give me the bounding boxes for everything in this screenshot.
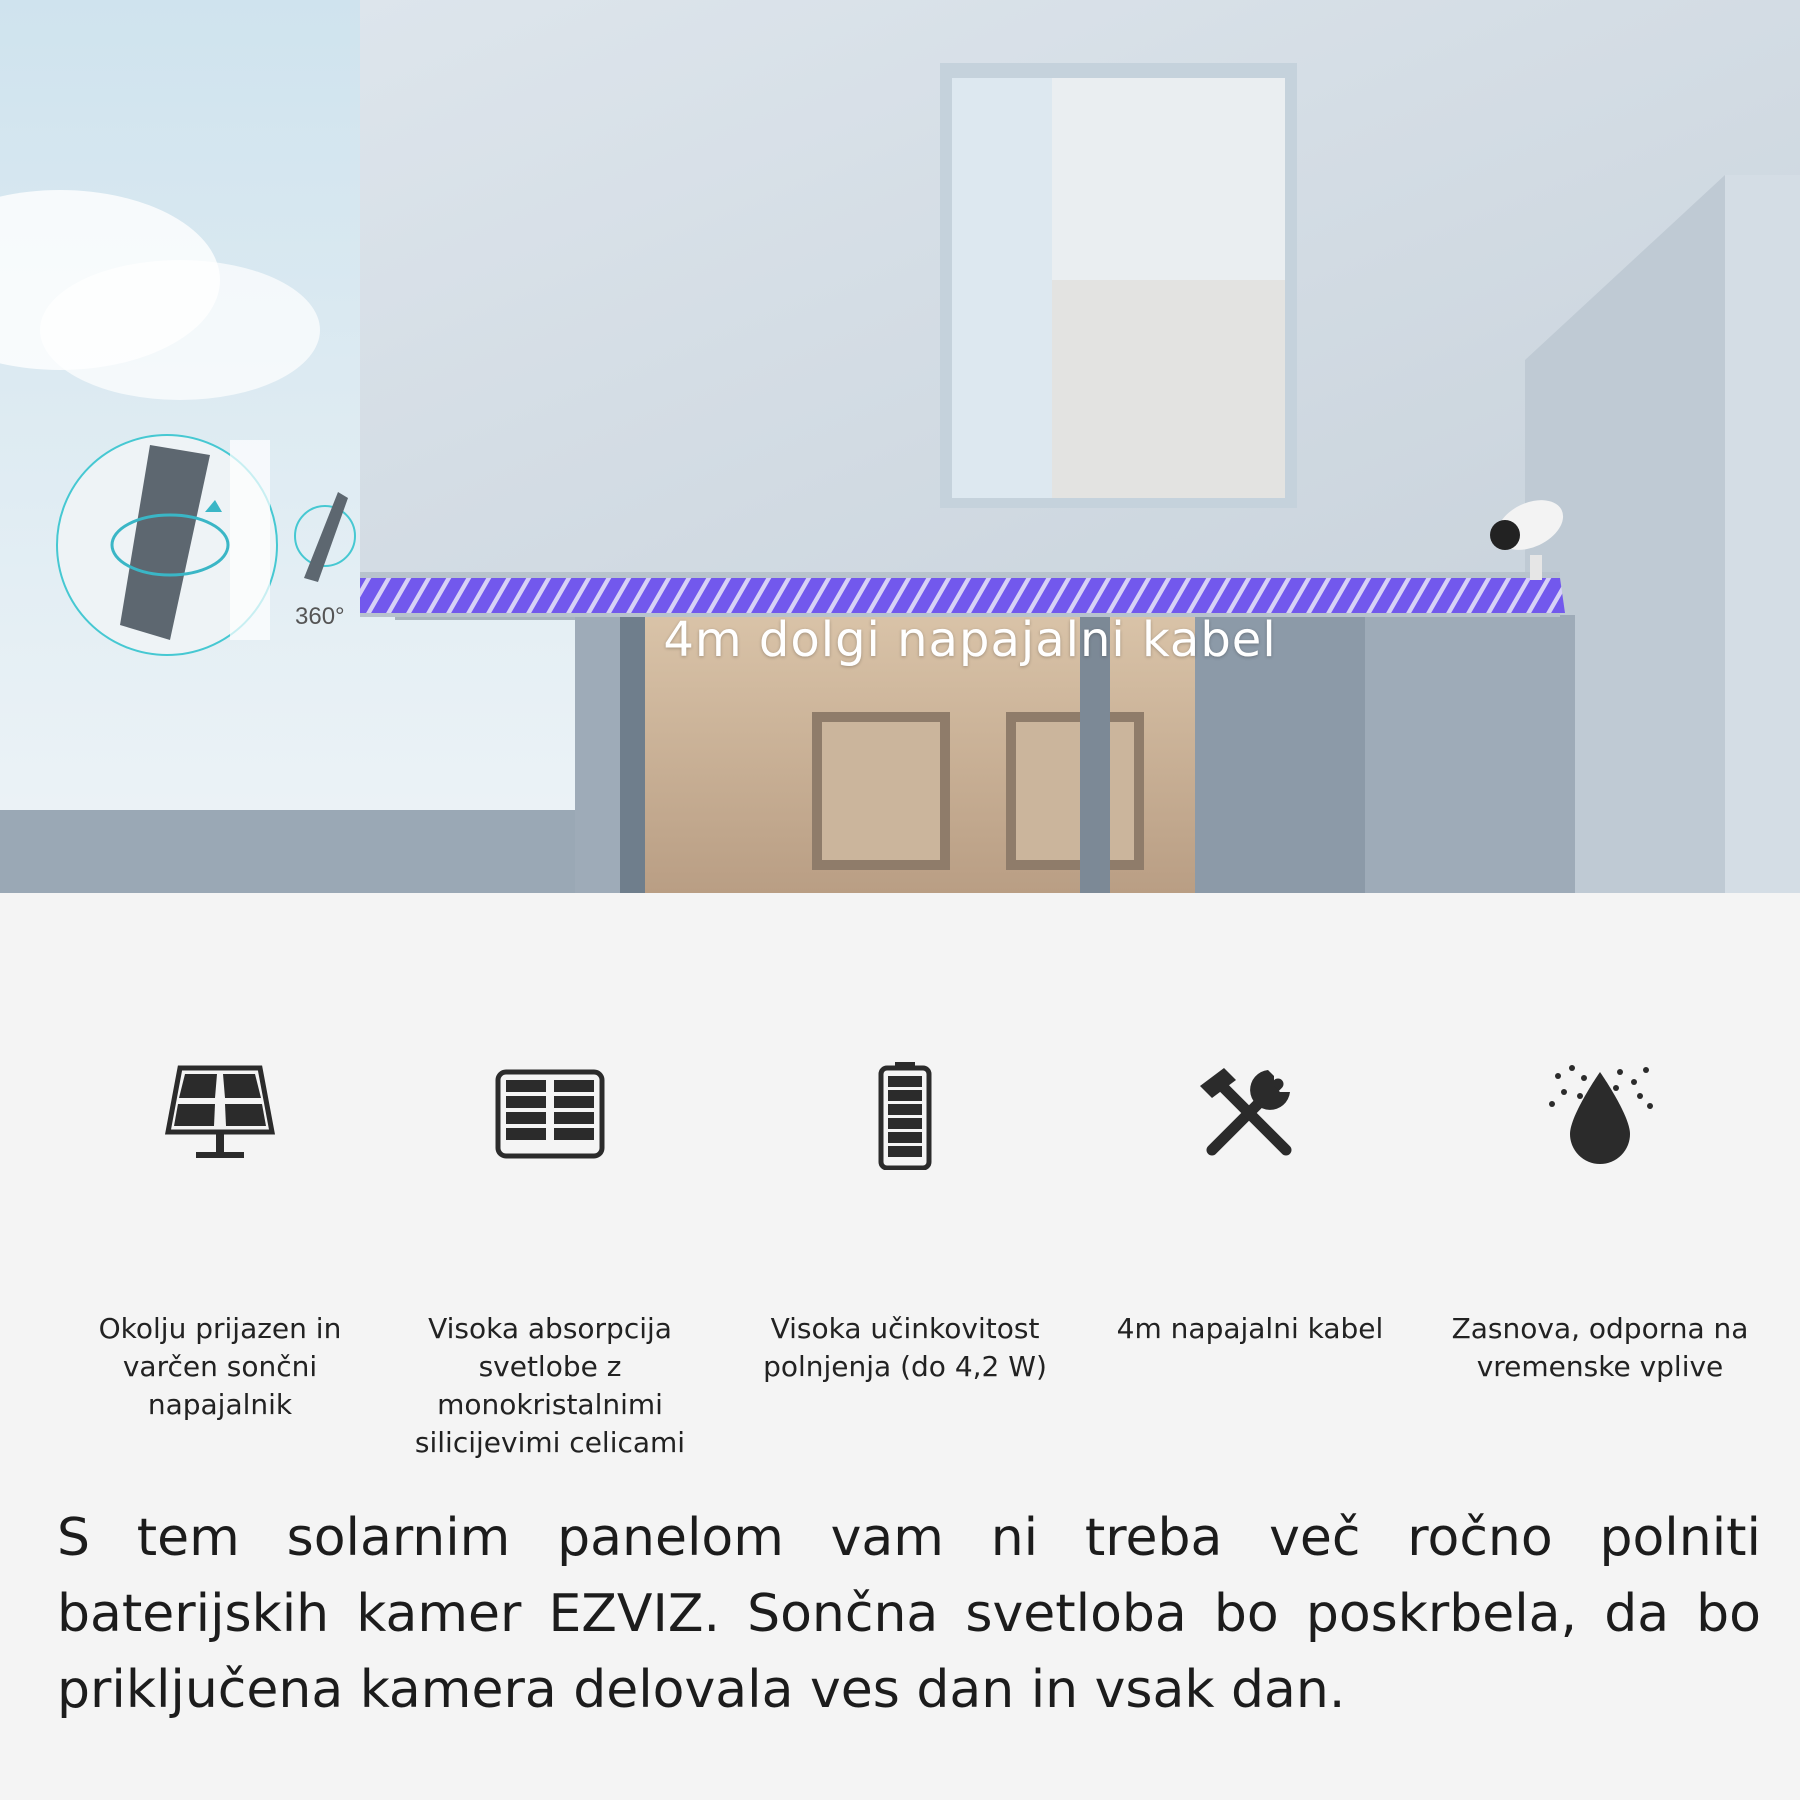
product-description: S tem solarnim panelom vam ni treba več ročno polniti baterijskih kamer EZVIZ. Sončna svetloba bo poskrbela, da bo priključena kamera delovala ves dan in vsak dan. <box>57 1508 1761 1720</box>
feature-label: 4m napajalni kabel <box>1116 1312 1384 1345</box>
feature-item <box>1440 1060 1760 1386</box>
feature-item <box>1090 1060 1410 1348</box>
feature-label: Zasnova, odporna na vremenske vplive <box>1451 1312 1749 1383</box>
cable-highlight <box>360 578 1565 613</box>
rotation-degree-label: 360° <box>295 603 345 630</box>
solar-panel-icon <box>160 1060 280 1170</box>
house-illustration <box>0 0 1800 893</box>
cable-length-label: 4m dolgi napajalni kabel <box>663 612 1277 668</box>
feature-item <box>390 1060 710 1462</box>
tools-icon <box>1190 1060 1310 1170</box>
feature-label: Okolju prijazen in varčen sončni napajalnik <box>98 1312 342 1421</box>
water-drop-icon <box>1540 1060 1660 1170</box>
feature-item <box>60 1060 380 1424</box>
hero-image <box>0 0 1800 893</box>
solar-cells-icon <box>490 1060 610 1170</box>
feature-item <box>745 1060 1065 1386</box>
feature-label: Visoka absorpcija svetlobe z monokristalnimi silicijevimi celicami <box>414 1312 686 1459</box>
feature-list <box>0 1060 1800 1459</box>
feature-label: Visoka učinkovitost polnjenja (do 4,2 W) <box>763 1312 1047 1383</box>
battery-icon <box>845 1060 965 1170</box>
